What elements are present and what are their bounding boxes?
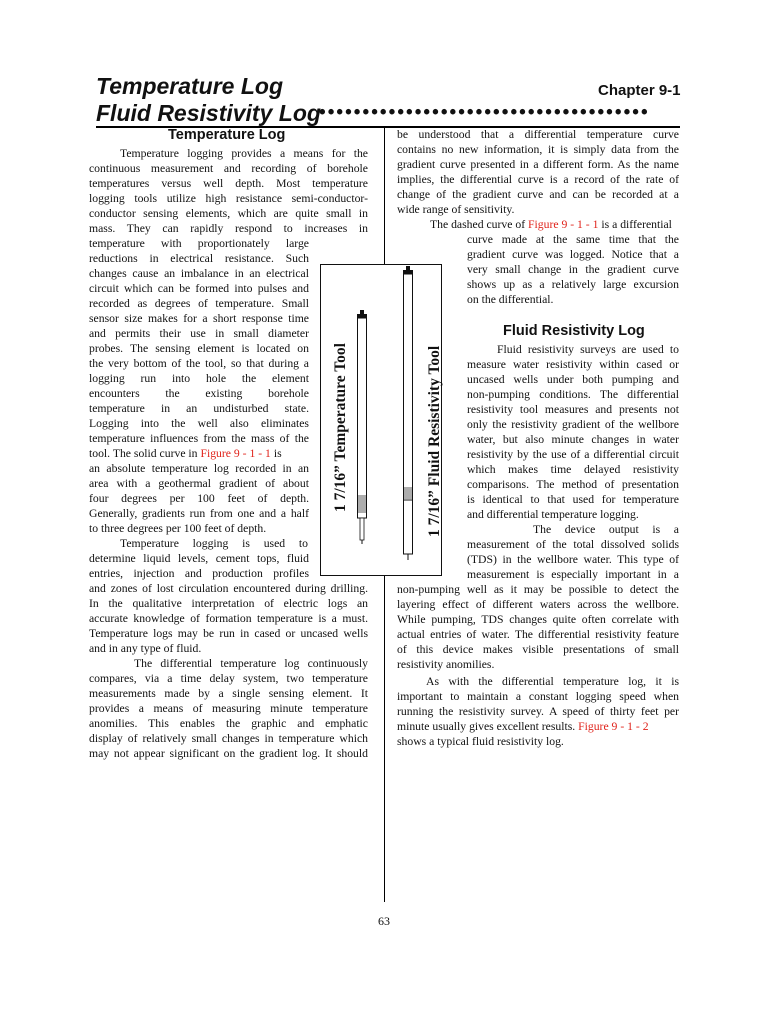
body-line: temperature with proportionately large	[89, 237, 309, 250]
body-line: may not appear significant on the gradient log. It should	[89, 747, 368, 760]
body-line: layering effect of different waters across the wellbore.	[397, 598, 679, 611]
body-text: The dashed curve of	[430, 218, 526, 231]
body-line: circuit which can be formed into pulses and	[89, 282, 309, 295]
body-line: accurate knowledge of formation temperature is a must.	[89, 612, 368, 625]
body-line: In the qualitative interpretation of electric logs an	[89, 597, 368, 610]
body-line: four degrees per 100 feet of depth.	[89, 492, 309, 505]
body-line: wide range of sensitivity.	[397, 203, 515, 216]
body-line: Logging into the well also eliminates	[89, 417, 309, 430]
body-line: uncased wells under both pumping and	[467, 373, 679, 386]
fluid-resistivity-tool-drawing	[400, 266, 416, 560]
body-line: As with the differential temperature log, it is	[426, 675, 679, 688]
body-line: resistivity by the use of a differential circuit	[467, 448, 679, 461]
body-line: curve made at the same time that the	[467, 233, 679, 246]
body-line: Temperature logging provides a means for the	[120, 147, 368, 160]
body-line: mass. They can rapidly respond to increases in	[89, 222, 368, 235]
body-line: actual entries of water. The differential resistivity feature	[397, 628, 679, 641]
heading-fluid-resistivity-log: Fluid Resistivity Log	[503, 323, 645, 339]
body-line: change of the gradient curve and can be recorded at a	[397, 188, 679, 201]
title-fluid-resistivity-log: Fluid Resistivity Log	[96, 100, 321, 126]
body-line: on the differential.	[467, 293, 554, 306]
body-line: running the resistivity survey. A speed of thirty feet per	[397, 705, 679, 718]
body-line: display of relatively small changes in temperature which	[89, 732, 368, 745]
body-line: area with a geothermal gradient of about	[89, 477, 309, 490]
body-line: non-pumping well as it may be possible to detect the	[397, 583, 679, 596]
body-line: measurement is especially important in a	[467, 568, 679, 581]
body-line: temperature influences from the mass of the	[89, 432, 309, 445]
body-line: of this device makes visible presentations of small	[397, 643, 679, 656]
body-line: changes cause an imbalance in an electrical	[89, 267, 309, 280]
body-line: be understood that a differential temperature curve	[397, 128, 679, 141]
title-temperature-log: Temperature Log	[96, 73, 284, 99]
body-line: compares, via a time delay system, two temperature	[89, 672, 368, 685]
body-line: probes. The sensing element is located on	[89, 342, 309, 355]
temperature-tool-label: 1 7/16” Temperature Tool	[332, 343, 349, 512]
body-text: is	[273, 447, 282, 460]
body-line: logging tools utilize high resistance semi-conductor-	[89, 192, 368, 205]
body-text: tool. The solid curve in	[89, 447, 198, 460]
body-line: contains no new information, it is simply data from the	[397, 143, 679, 156]
body-line: measurement of the total dissolved solids	[467, 538, 679, 551]
body-line: recorded as degrees of temperature. Small	[89, 297, 309, 310]
body-line: water, but also minute changes in water	[467, 433, 679, 446]
body-line	[430, 217, 680, 232]
body-line: and permits their use in small diameter	[89, 327, 309, 340]
body-line: While pumping, TDS changes quite often correlate with	[397, 613, 679, 626]
figure-link-9-1-1[interactable]: Figure 9 - 1 - 1	[528, 218, 599, 231]
body-line: temperature in an undisturbed state.	[89, 402, 309, 415]
figure-link-9-1-1[interactable]: Figure 9 - 1 - 1	[200, 447, 271, 460]
body-line: very small change in the gradient curve	[467, 263, 679, 276]
body-line: to three degrees per 100 feet of depth.	[89, 522, 267, 535]
body-line: resistivity anomilies.	[397, 658, 495, 671]
body-line: provides a means of measuring minute temperature	[89, 702, 368, 715]
body-line: The device output is a	[533, 523, 679, 536]
body-line: logging run into hole the element	[89, 372, 309, 385]
body-line: only the resistivity gradient of the wellbore	[467, 418, 679, 431]
body-line: an absolute temperature log recorded in an	[89, 462, 309, 475]
body-line: Temperature logging is used to	[120, 537, 308, 550]
fluid-resistivity-tool-label: 1 7/16” Fluid Resistivity Tool	[426, 345, 443, 537]
body-line: encounters the existing borehole	[89, 387, 309, 400]
body-line: and in any type of fluid.	[89, 642, 202, 655]
figure-link-9-1-2[interactable]: Figure 9 - 1 - 2	[578, 720, 649, 733]
body-line: determine liquid levels, cement tops, fluid	[89, 552, 309, 565]
body-line: shows up as a relatively large excursion	[467, 278, 679, 291]
body-line: shows a typical fluid resistivity log.	[397, 735, 564, 748]
body-line: which makes time delayed resistivity	[467, 463, 679, 476]
temperature-tool-drawing	[355, 310, 369, 544]
body-line: measurements made by a single sensing element. It	[89, 687, 368, 700]
body-line: gradient curve presented in a different form. As the name	[397, 158, 679, 171]
body-line: The differential temperature log continuously	[134, 657, 368, 670]
body-line: Temperature logs may be run in cased or uncased wells	[89, 627, 368, 640]
body-line: entries, injection and production profiles	[89, 567, 309, 580]
body-line: and zones of lost circulation encountered during drilling.	[89, 582, 368, 595]
body-line	[397, 719, 679, 734]
body-line: important to maintain a constant logging speed when	[397, 690, 679, 703]
body-line: continuous measurement and recording of borehole	[89, 162, 368, 175]
body-line	[89, 446, 309, 461]
body-line: is identical to that used for temperature	[467, 493, 679, 506]
chapter-label: Chapter 9-1	[598, 82, 681, 99]
body-line: conductor sensing elements, which are quite small in	[89, 207, 368, 220]
body-line: gradient curve was logged. Notice that a	[467, 248, 679, 261]
body-line: and differential temperature logging.	[467, 508, 639, 521]
title-dot-leader: ••••••••••••••••••••••••••••••••••••••	[319, 102, 650, 123]
body-line: measure water resistivity within cased or	[467, 358, 679, 371]
body-line: non-pumping conditions. The differential	[467, 388, 679, 401]
page-number: 63	[378, 914, 390, 928]
body-line: resistivity tool measures and presents not	[467, 403, 679, 416]
body-line: (TDS) in the wellbore water. This type of	[467, 553, 679, 566]
body-line: sensor size makes for a short response time	[89, 312, 309, 325]
body-line: anomilies. This enables the graphic and emphatic	[89, 717, 368, 730]
body-line: temperatures versus well depth. Most temperature	[89, 177, 368, 190]
body-text: is a differential	[601, 218, 672, 231]
body-line: comparisons. The method of presentation	[467, 478, 679, 491]
body-line: Fluid resistivity surveys are used to	[497, 343, 679, 356]
body-line: Generally, gradients run from one and a half	[89, 507, 309, 520]
body-line: implies, the differential curve is a record of the rate of	[397, 173, 679, 186]
body-line: the very bottom of the tool, so that during a	[89, 357, 309, 370]
body-line: reductions in electrical resistance. Such	[89, 252, 309, 265]
body-text: minute usually gives excellent results.	[397, 720, 576, 733]
heading-temperature-log: Temperature Log	[168, 127, 286, 143]
